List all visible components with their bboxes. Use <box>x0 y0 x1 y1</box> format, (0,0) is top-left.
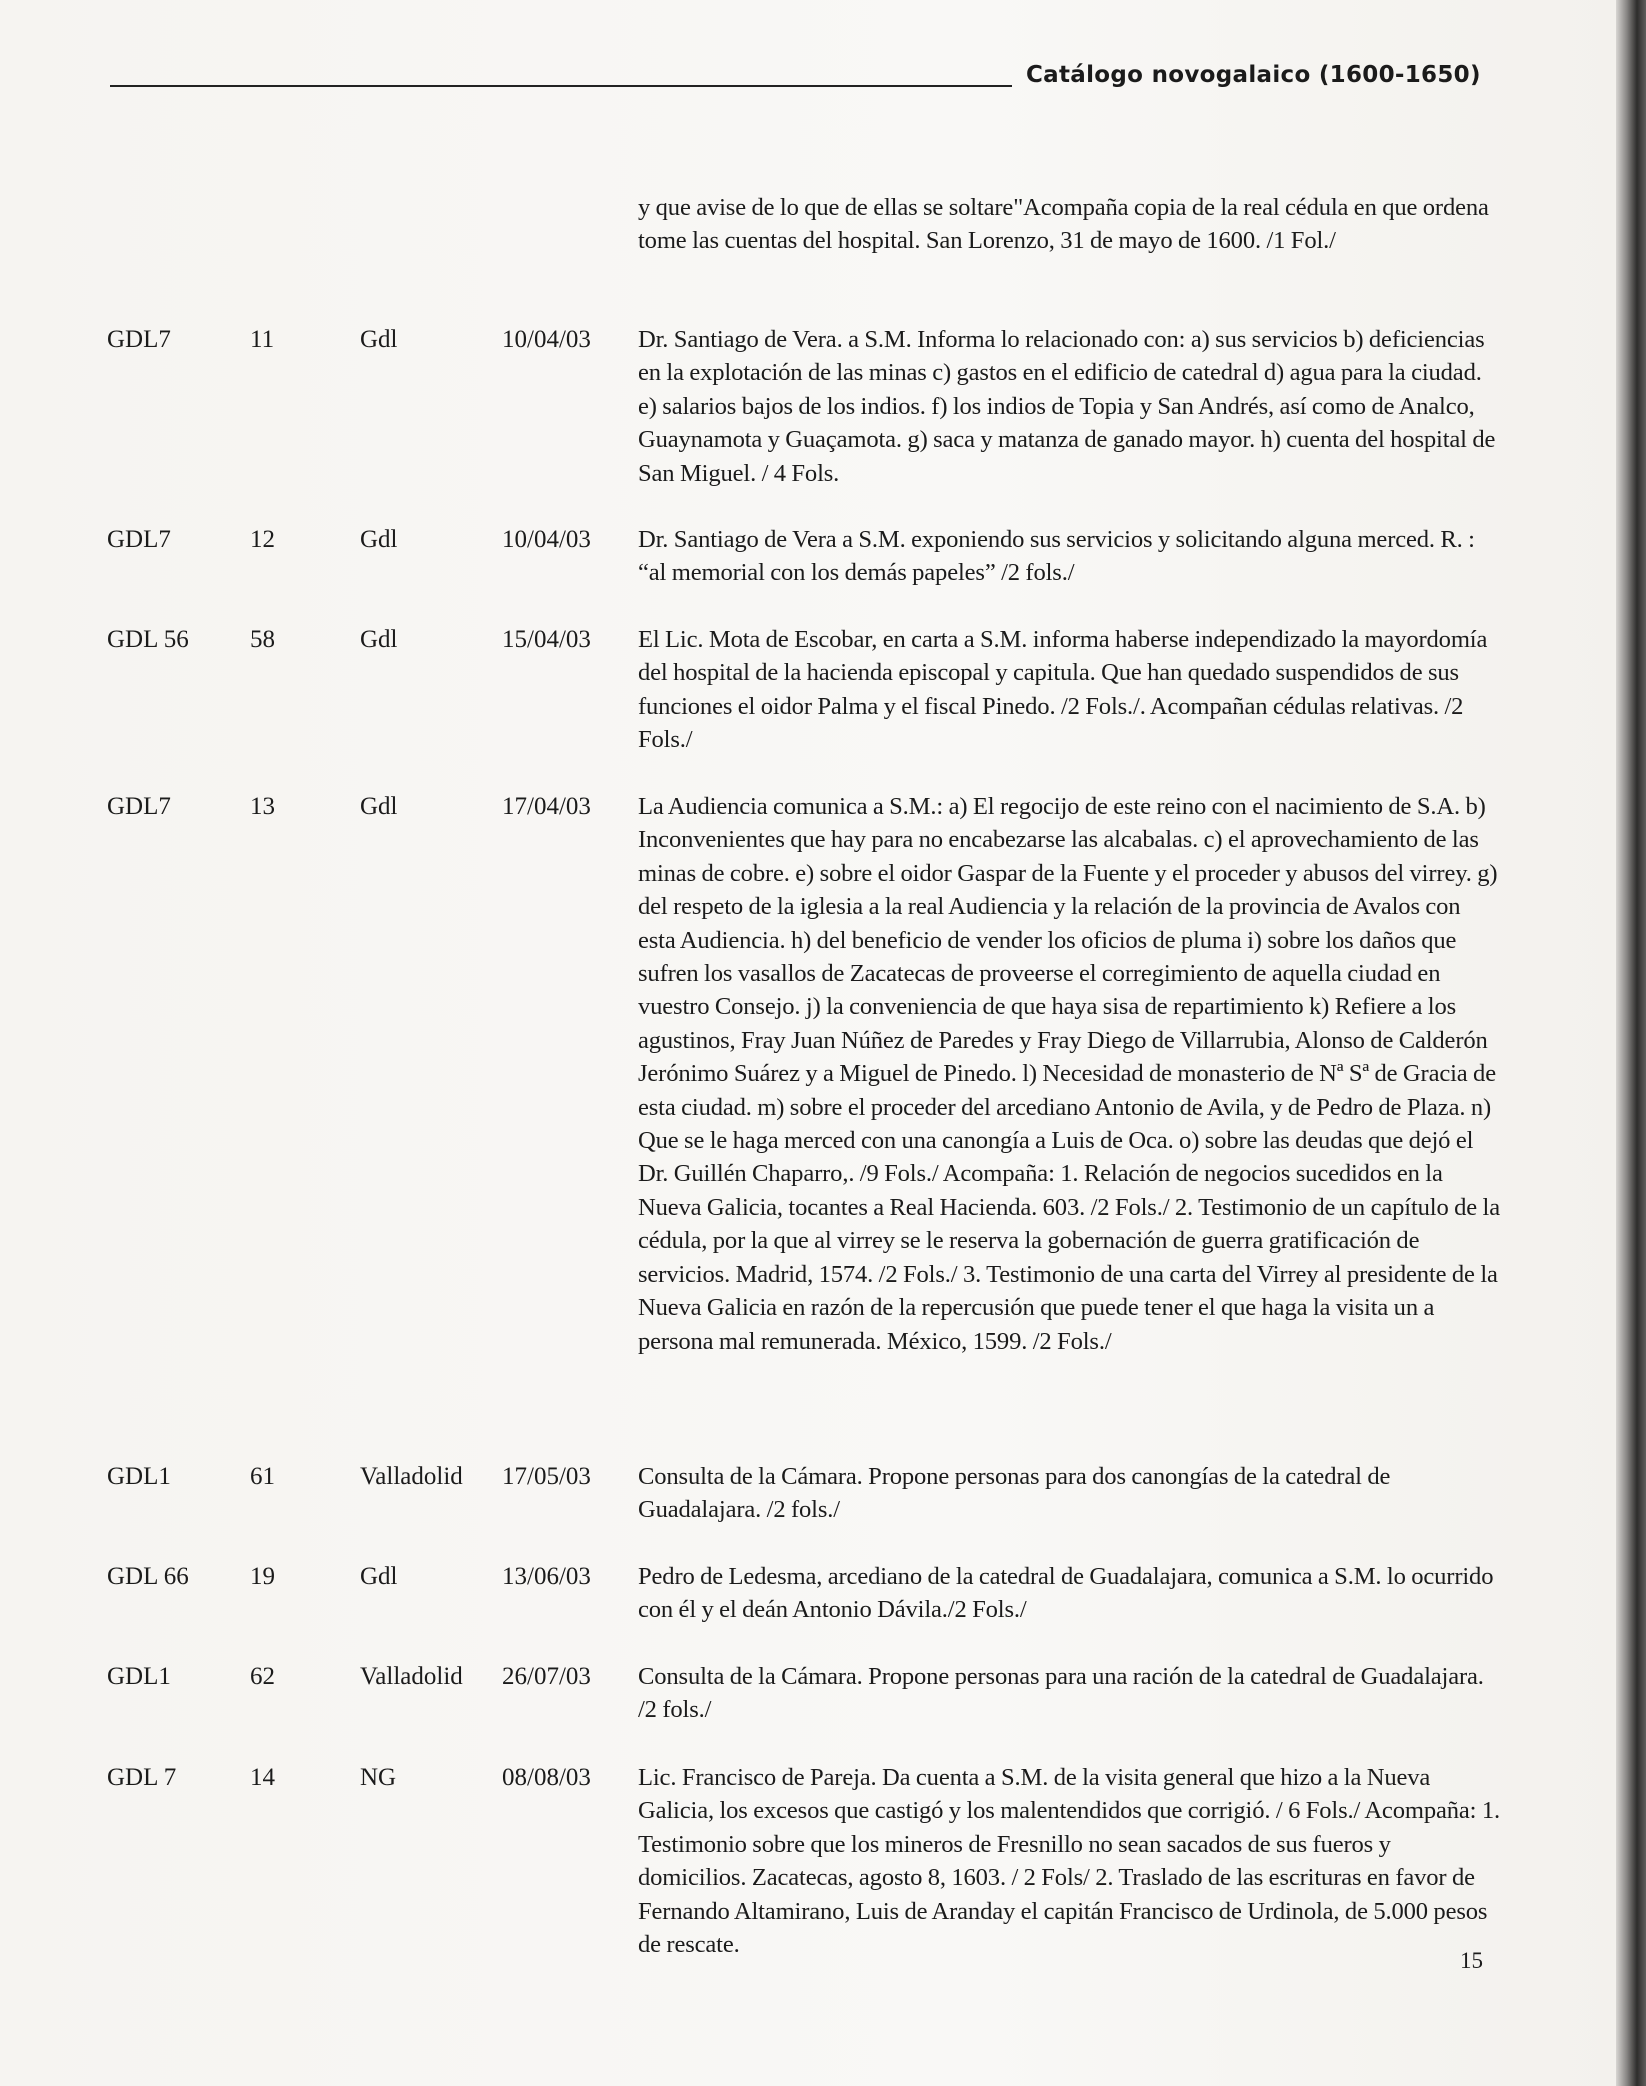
entry-date: 08/08/03 <box>502 1764 591 1791</box>
entry-code: GDL1 <box>107 1463 171 1490</box>
entry-description: Pedro de Ledesma, arcediano de la catedral de Guadalajara, comunica a S.M. lo ocurrido con él y el deán Antonio Dávila./2 Fols./ <box>638 1563 1494 1624</box>
entry-description: La Audiencia comunica a S.M.: a) El regocijo de este reino con el nacimiento de S.A. b) Inconvenientes que hay para no encabezarse las alcabalas. c) el aprovechamiento de las minas de cobre. e) sobre el oidor Gaspar de la Fuente y el proceder y abusos del virrey. g) del respeto de la iglesia a la real Audiencia y la relación de la provincia de Avalos con esta Audiencia. h) del beneficio de vender los oficios de pluma i) sobre los daños que sufren los vasallos de Zacatecas de proveerse el corregimiento de aquella ciudad en vuestro Consejo. j) la conveniencia de que haya sisa de repartimiento k) Refiere a los agustinos, Fray Juan Núñez de Paredes y Fray Diego de Villarrubia, Alonso de Calderón Jerónimo Suárez y a Miguel de Pinedo. l) Necesidad de monasterio de Nª Sª de Gracia de esta ciudad. m) sobre el proceder del arcediano Antonio de Avila, y de Pedro de Plaza. n) Que se le haga merced con una canongía a Luis de Oca. o) sobre las deudas que dejó el Dr. Guillén Chaparro,. /9 Fols./ Acompaña: 1. Relación de negocios sucedidos en la Nueva Galicia, tocantes a Real Hacienda. 603. /2 Fols./ 2. Testimonio de un capítulo de la cédula, por la que al virrey se le reserva la gobernación de guerra gratificación de servicios. Madrid, 1574. /2 Fols./ 3. Testimonio de una carta del Virrey al presidente de la Nueva Galicia en razón de la repercusión que puede tener el que haga la visita un a persona mal remunerada. México, 1599. /2 Fols./ <box>638 793 1500 1355</box>
entry-description: Dr. Santiago de Vera a S.M. exponiendo sus servicios y solicitando alguna merced. R. : “al memorial con los demás papeles” /2 fols./ <box>638 526 1475 587</box>
entry-date: 17/04/03 <box>502 793 591 820</box>
entry-code: GDL1 <box>107 1663 171 1690</box>
entry-number: 19 <box>250 1563 275 1590</box>
entry-place: Gdl <box>360 793 398 820</box>
entry-date: 13/06/03 <box>502 1563 591 1590</box>
running-header-title: Catálogo novogalaico (1600-1650) <box>1026 62 1481 88</box>
entry-number: 62 <box>250 1663 275 1690</box>
entry-description: Consulta de la Cámara. Propone personas para dos canongías de la catedral de Guadalajara. /2 fols./ <box>638 1463 1391 1524</box>
book-gutter-shadow <box>1616 0 1646 2086</box>
entry-place: NG <box>360 1764 397 1791</box>
entry-code: GDL7 <box>107 526 171 553</box>
entry-code: GDL 56 <box>107 626 189 653</box>
entry-description: Dr. Santiago de Vera. a S.M. Informa lo relacionado con: a) sus servicios b) deficiencias en la explotación de las minas c) gastos en el edificio de catedral d) agua para la ciudad. e) salarios bajos de los indios. f) los indios de Topia y San Andrés, así como de Analco, Guaynamota y Guaçamota. g) saca y matanza de ganado mayor. h) cuenta del hospital de San Miguel. / 4 Fols. <box>638 326 1496 487</box>
entry-code: GDL 7 <box>107 1764 177 1791</box>
entry-code: GDL 66 <box>107 1563 189 1590</box>
entry-place: Valladolid <box>360 1663 463 1690</box>
entry-place: Valladolid <box>360 1463 463 1490</box>
entry-place: Gdl <box>360 626 398 653</box>
entry-description: Consulta de la Cámara. Propone personas para una ración de la catedral de Guadalajara. /2 fols./ <box>638 1663 1484 1724</box>
entry-description: El Lic. Mota de Escobar, en carta a S.M. informa haberse independizado la mayordomía del hospital de la hacienda episcopal y capitula. Que han quedado suspendidos de sus funciones el oidor Palma y el fiscal Pinedo. /2 Fols./. Acompañan cédulas relativas. /2 Fols./ <box>638 626 1488 754</box>
entry-date: 17/05/03 <box>502 1463 591 1490</box>
entry-place: Gdl <box>360 526 398 553</box>
entry-description: y que avise de lo que de ellas se soltare"Acompaña copia de la real cédula en que ordena tome las cuentas del hospital. San Lorenzo, 31 de mayo de 1600. /1 Fol./ <box>638 194 1489 255</box>
entry-date: 15/04/03 <box>502 626 591 653</box>
entry-number: 61 <box>250 1463 275 1490</box>
entry-number: 58 <box>250 626 275 653</box>
entry-place: Gdl <box>360 326 398 353</box>
entry-description: Lic. Francisco de Pareja. Da cuenta a S.M. de la visita general que hizo a la Nueva Galicia, los excesos que castigó y los malentendidos que corrigió. / 6 Fols./ Acompaña: 1. Testimonio sobre que los mineros de Fresnillo no sean sacados de sus fueros y domicilios. Zacatecas, agosto 8, 1603. / 2 Fols/ 2. Traslado de las escrituras en favor de Fernando Altamirano, Luis de Aranday el capitán Francisco de Urdinola, de 5.000 pesos de rescate. <box>638 1764 1500 1959</box>
entry-date: 10/04/03 <box>502 326 591 353</box>
entry-number: 13 <box>250 793 275 820</box>
entry-place: Gdl <box>360 1563 398 1590</box>
page-number: 15 <box>1460 1948 1483 1973</box>
entry-code: GDL7 <box>107 326 171 353</box>
entry-code: GDL7 <box>107 793 171 820</box>
entry-number: 12 <box>250 526 275 553</box>
header-rule <box>110 85 1012 87</box>
entry-number: 11 <box>250 326 275 353</box>
entry-date: 26/07/03 <box>502 1663 591 1690</box>
entry-date: 10/04/03 <box>502 526 591 553</box>
entry-number: 14 <box>250 1764 275 1791</box>
